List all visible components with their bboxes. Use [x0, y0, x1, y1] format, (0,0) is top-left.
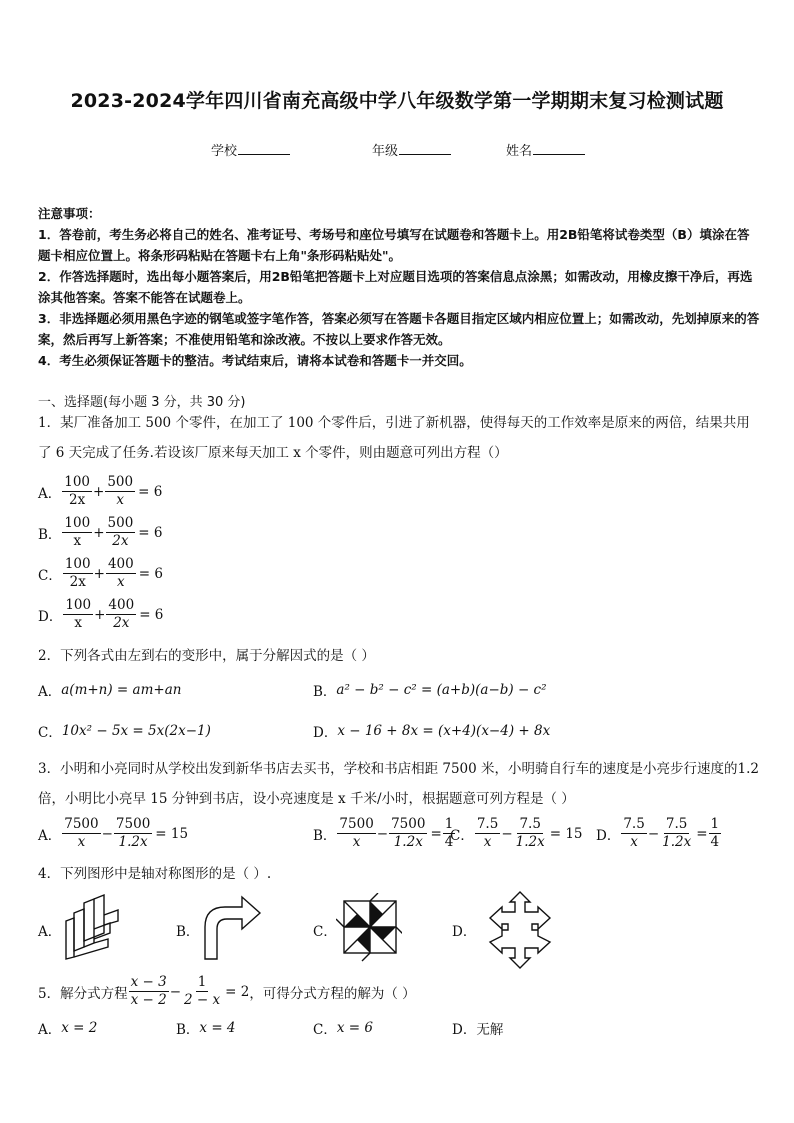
- numerator: 500: [107, 515, 134, 531]
- numerator: 1: [710, 816, 720, 832]
- name-field: [506, 140, 585, 159]
- denominator: x: [73, 533, 82, 549]
- q2-option-a: [38, 680, 181, 700]
- q1-option-d: [38, 597, 163, 632]
- fraction: [182, 974, 222, 1009]
- denominator: x: [483, 834, 492, 850]
- name-blank: [533, 142, 585, 155]
- q4-option-b-label: B．: [176, 924, 200, 940]
- q4-stem: 4．下列图形中是轴对称图形的是（ ）.: [38, 866, 272, 882]
- q2-option-d: [313, 721, 550, 741]
- section-heading: 一、选择题(每小题 3 分，共 30 分): [38, 395, 246, 410]
- option-label: D．: [38, 608, 63, 625]
- equation-rhs: = 6: [138, 483, 163, 500]
- fraction: [106, 556, 136, 591]
- q5-suffix: ，可得分式方程的解为（ ）: [249, 985, 416, 1002]
- fraction: [621, 816, 646, 851]
- numerator: 400: [107, 556, 134, 572]
- option-label: B．: [313, 684, 337, 700]
- option-label: B．: [313, 827, 337, 844]
- option-label: C．: [450, 827, 474, 844]
- fraction: [62, 515, 92, 550]
- option-label: A．: [38, 684, 62, 700]
- fraction: [129, 974, 169, 1009]
- fraction: [475, 816, 500, 851]
- q4-option-a-label: A．: [38, 924, 62, 940]
- q2-stem: 2．下列各式由左到右的变形中，属于分解因式的是（ ）: [38, 648, 375, 664]
- option-label: D．: [313, 725, 338, 741]
- option-label: A．: [38, 485, 62, 502]
- q5-option-a: [38, 1018, 97, 1038]
- note-item: 3．非选择题必须用黑色字迹的钢笔或签字笔作答，答案必须写在答题卡各题目指定区域内相应位置上；如需改动，先划掉原来的答案，然后再写上新答案；不准使用铅笔和涂改液。不按以上要求作答无效。: [38, 311, 760, 347]
- q3-option-b: [313, 816, 456, 851]
- option-label: C．: [38, 567, 62, 584]
- fraction: [114, 816, 152, 851]
- fraction: [389, 816, 427, 851]
- denominator: 2x: [69, 492, 86, 508]
- option-value: x = 2: [61, 1020, 98, 1036]
- minus-sign: −: [376, 825, 389, 842]
- grade-label: 年级: [372, 144, 399, 159]
- note-item: 2．作答选择题时，选出每小题答案后，用2B铅笔把答题卡上对应题目选项的答案信息点涂黑；如需改动，用橡皮擦干净后，再选涂其他答案。答案不能答在试题卷上。: [38, 269, 753, 305]
- option-label: C．: [313, 1022, 337, 1038]
- pinwheel-figure: [336, 893, 402, 963]
- q5-option-d: [452, 1018, 503, 1038]
- numerator: 7.5: [476, 816, 499, 832]
- numerator: 7.5: [623, 816, 645, 832]
- q2-option-c: [38, 721, 211, 741]
- four-arrows-figure: [480, 890, 560, 970]
- equation-rhs: = 6: [139, 606, 164, 623]
- q5-prefix: 5．解分式方程: [38, 985, 128, 1002]
- equation-rhs: = 2: [225, 983, 250, 1000]
- grade-field: [372, 140, 451, 159]
- fraction: [337, 816, 375, 851]
- q1-option-a: [38, 474, 162, 509]
- equation-rhs: = 6: [138, 565, 163, 582]
- numerator: 7500: [64, 816, 99, 832]
- fraction: [709, 816, 722, 851]
- option-label: B．: [176, 1022, 200, 1038]
- option-label: B．: [38, 526, 62, 543]
- option-label: D．: [452, 1022, 477, 1038]
- denominator: x: [352, 834, 361, 850]
- equation-rhs: =: [430, 825, 442, 842]
- denominator: x: [630, 834, 638, 850]
- denominator: 1.2x: [515, 834, 545, 850]
- denominator: x: [74, 615, 83, 631]
- numerator: 1: [197, 974, 207, 990]
- q1-option-c: [38, 556, 163, 591]
- fraction: [660, 816, 693, 851]
- numerator: 500: [107, 474, 134, 490]
- fraction: [106, 515, 136, 550]
- notes-heading: 注意事项：: [38, 206, 101, 221]
- equation-rhs: = 15: [155, 825, 189, 842]
- equation-rhs: =: [696, 825, 708, 842]
- fraction: [62, 816, 100, 851]
- equation-rhs: = 6: [138, 524, 163, 541]
- option-expression: 10x² − 5x = 5x(2x−1): [61, 723, 211, 739]
- q3-option-c: [450, 816, 583, 851]
- denominator: x − 2: [130, 992, 167, 1008]
- denominator: 2x: [113, 615, 130, 631]
- minus-sign: −: [647, 825, 660, 842]
- plus-sign: +: [93, 524, 105, 541]
- q4-option-c-label: C．: [313, 924, 337, 940]
- school-field: [211, 140, 290, 159]
- school-blank: [238, 142, 290, 155]
- minus-sign: −: [101, 825, 113, 842]
- denominator: 4: [710, 834, 720, 850]
- q1-stem: 1．某厂准备加工 500 个零件，在加工了 100 个零件后，引进了新机器，使得每天的工作效率是原来的两倍，结果共用了 6 天完成了任务.若设该厂原来每天加工 x 个零件，则由题意可列出方程（）: [38, 415, 750, 461]
- plus-sign: +: [93, 565, 105, 582]
- denominator: 2 − x: [184, 992, 221, 1008]
- fraction: [63, 556, 93, 591]
- denominator: 4: [444, 834, 454, 850]
- option-expression: x − 16 + 8x = (x+4)(x−4) + 8x: [337, 723, 551, 739]
- plus-sign: +: [94, 606, 106, 623]
- notes-block: [38, 203, 760, 371]
- q5-option-b: [176, 1018, 236, 1038]
- numerator: 7.5: [519, 816, 541, 832]
- fraction: [514, 816, 547, 851]
- plus-sign: +: [93, 483, 105, 500]
- turn-arrow-figure: [198, 893, 264, 963]
- equation-rhs: = 15: [549, 825, 583, 842]
- option-label: A．: [38, 1022, 62, 1038]
- denominator: 2x: [69, 574, 86, 590]
- numerator: x − 3: [130, 974, 167, 990]
- note-item: 4．考生必须保证答题卡的整洁。考试结束后，请将本试卷和答题卡一并交回。: [38, 353, 472, 368]
- numerator: 400: [108, 597, 135, 613]
- numerator: 100: [64, 515, 91, 531]
- numerator: 100: [64, 556, 91, 572]
- q3-stem: 3．小明和小亮同时从学校出发到新华书店去买书，学校和书店相距 7500 米，小明骑自行车的速度是小亮步行速度的1.2倍，小明比小亮早 15 分钟到书店，设小亮速度是 x 千米/小时，根据题意可列方程是（ ）: [38, 761, 759, 807]
- q1-option-b: [38, 515, 163, 550]
- option-expression: a² − b² − c² = (a+b)(a−b) − c²: [336, 682, 547, 698]
- numerator: 7500: [115, 816, 151, 832]
- q3-option-a: [38, 816, 188, 851]
- option-value: x = 4: [199, 1020, 236, 1036]
- denominator: 2x: [112, 533, 129, 549]
- fraction: [106, 597, 136, 632]
- option-expression: a(m+n) = am+an: [61, 682, 182, 698]
- minus-sign: −: [169, 983, 182, 1000]
- fraction: [62, 474, 92, 509]
- option-label: A．: [38, 827, 62, 844]
- q2-option-b: [313, 680, 547, 700]
- denominator: x: [117, 574, 125, 590]
- numerator: 7.5: [665, 816, 688, 832]
- fraction: [105, 474, 135, 509]
- grade-blank: [399, 142, 451, 155]
- q3-option-d: [596, 816, 722, 851]
- minus-sign: −: [501, 825, 513, 842]
- q5-stem: [38, 974, 416, 1009]
- denominator: 1.2x: [662, 834, 692, 850]
- name-label: 姓名: [506, 144, 533, 159]
- numerator: 100: [65, 597, 92, 613]
- fraction: [63, 597, 93, 632]
- q4-option-d-label: D．: [452, 924, 477, 940]
- stepped-blocks-figure: [60, 893, 130, 963]
- denominator: 1.2x: [393, 834, 423, 850]
- denominator: 1.2x: [118, 834, 148, 850]
- denominator: x: [116, 492, 125, 508]
- option-label: D．: [596, 827, 621, 844]
- denominator: x: [77, 834, 86, 850]
- note-item: 1．答卷前，考生务必将自己的姓名、准考证号、考场号和座位号填写在试题卷和答题卡上。用2B铅笔将试卷类型（B）填涂在答题卡相应位置上。将条形码粘贴在答题卡右上角"条形码粘贴处"。: [38, 227, 750, 263]
- option-label: C．: [38, 725, 62, 741]
- option-value: x = 6: [336, 1020, 373, 1036]
- page-title: 2023-2024学年四川省南充高级中学八年级数学第一学期期末复习检测试题: [70, 90, 724, 112]
- numerator: 7500: [339, 816, 374, 832]
- numerator: 7500: [391, 816, 426, 832]
- option-value: 无解: [476, 1022, 504, 1038]
- numerator: 100: [64, 474, 91, 490]
- q5-option-c: [313, 1018, 373, 1038]
- numerator: 1: [444, 816, 454, 832]
- school-label: 学校: [211, 144, 238, 159]
